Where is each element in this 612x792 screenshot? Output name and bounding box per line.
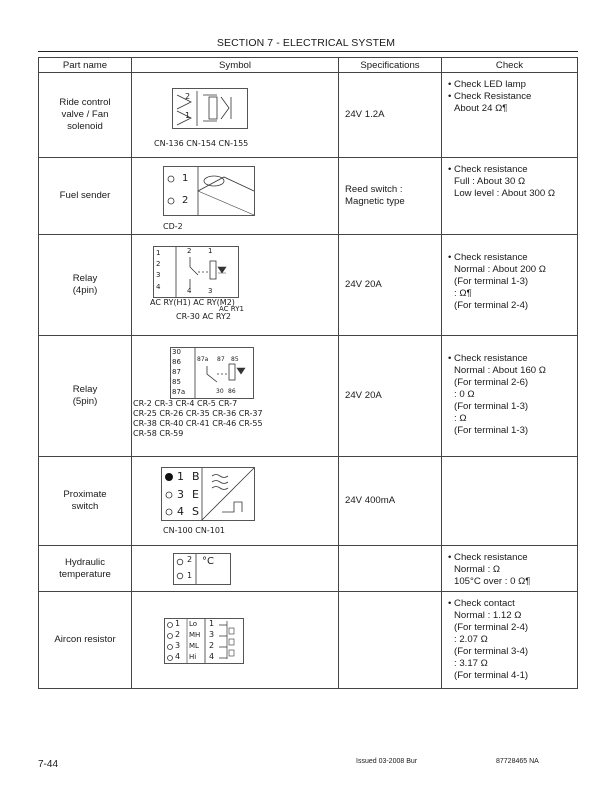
col-symbol: Symbol: [132, 58, 339, 73]
aircon-resistor-symbol: 1 2 3 4 Lo MH ML Hi 1 3 2 4: [164, 618, 244, 664]
check-cell: • Check LED lamp • Check Resistance About 24 Ω¶: [442, 73, 578, 158]
symbol-cell: [132, 457, 339, 546]
symbol-cell: [132, 158, 339, 235]
header-rule: [38, 51, 578, 52]
table-row: [39, 235, 578, 336]
table-row: [39, 457, 578, 546]
component-table: [38, 57, 578, 689]
col-specifications: Specifications: [339, 58, 442, 73]
spec-cell: 24V 400mA: [339, 457, 442, 546]
check-cell: • Check resistance Normal : Ω 105°C over : 0 Ω¶: [442, 546, 578, 592]
relay-4pin-symbol: 1 2 3 4 2 1 4 3: [153, 246, 239, 298]
spec-cell: 24V 20A: [339, 235, 442, 336]
page-number: 7-44: [38, 759, 59, 770]
section-title: SECTION 7 - ELECTRICAL SYSTEM: [216, 37, 396, 49]
col-part-name: Part name: [39, 58, 132, 73]
document-number: 87728465 NA: [496, 758, 539, 765]
symbol-cell: [132, 336, 339, 457]
issue-date: Issued 03-2008 Bur: [356, 758, 418, 765]
col-check: Check: [442, 58, 578, 73]
part-name: Aircon resistor: [39, 592, 132, 689]
relay-5pin-symbol: 30 86 87 85 87a 87a 87 85 30 86: [170, 347, 254, 399]
spec-cell: 24V 20A: [339, 336, 442, 457]
spec-cell: 24V 1.2A: [339, 73, 442, 158]
connector-labels: CR-2 CR-3 CR-4 CR-5 CR-7 CR-25 CR-26 CR-35 CR-36 CR-37 CR-38 CR-40 CR-41 CR-46 CR-55 CR-58 CR-59: [133, 399, 263, 438]
connector-labels: AC RY1: [219, 305, 244, 313]
connector-labels: CN-136 CN-154 CN-155: [154, 139, 249, 148]
solenoid-connector-symbol: 2 1: [172, 88, 248, 129]
part-name: Ride control valve / Fan solenoid: [39, 73, 132, 158]
symbol-cell: [132, 546, 339, 592]
relay-icon: [154, 247, 238, 297]
connector-labels: CD-2: [163, 222, 183, 231]
reed-switch-icon: [164, 167, 254, 215]
check-cell: • Check resistance Normal : About 200 Ω (For terminal 1-3) : Ω¶ (For terminal 2-4): [442, 235, 578, 336]
connector-labels: CR-30 AC RY2: [176, 312, 231, 321]
part-name: Relay (4pin): [39, 235, 132, 336]
table-row: [39, 592, 578, 689]
symbol-cell: [132, 592, 339, 689]
table-row: [39, 336, 578, 457]
symbol-cell: [132, 73, 339, 158]
check-cell: [442, 457, 578, 546]
check-cell: • Check resistance Full : About 30 Ω Low level : About 300 Ω: [442, 158, 578, 235]
spec-cell: [339, 546, 442, 592]
proximity-sensor-icon: [162, 468, 254, 520]
part-name: Fuel sender: [39, 158, 132, 235]
table-row: [39, 73, 578, 158]
spec-cell: Reed switch : Magnetic type: [339, 158, 442, 235]
temperature-sensor-symbol: 2 1 °C: [173, 553, 231, 585]
check-cell: • Check resistance Normal : About 160 Ω (For terminal 2-6) : 0 Ω (For terminal 1-3) : Ω (For terminal 1-3): [442, 336, 578, 457]
fuel-sender-symbol: 1 2: [163, 166, 255, 216]
table-header-row: [39, 58, 578, 73]
part-name: Proximate switch: [39, 457, 132, 546]
connector-labels: CN-100 CN-101: [163, 526, 225, 535]
proximate-switch-symbol: 1 3 4 B E S: [161, 467, 255, 521]
part-name: Relay (5pin): [39, 336, 132, 457]
part-name: Hydraulic temperature: [39, 546, 132, 592]
check-cell: • Check contact Normal : 1.12 Ω (For terminal 2-4) : 2.07 Ω (For terminal 3-4) : 3.17 Ω (For terminal 4-1): [442, 592, 578, 689]
spec-cell: [339, 592, 442, 689]
table-row: [39, 546, 578, 592]
connector-labels: AC RY(H1) AC RY(M2): [150, 298, 235, 307]
symbol-cell: [132, 235, 339, 336]
table-row: [39, 158, 578, 235]
